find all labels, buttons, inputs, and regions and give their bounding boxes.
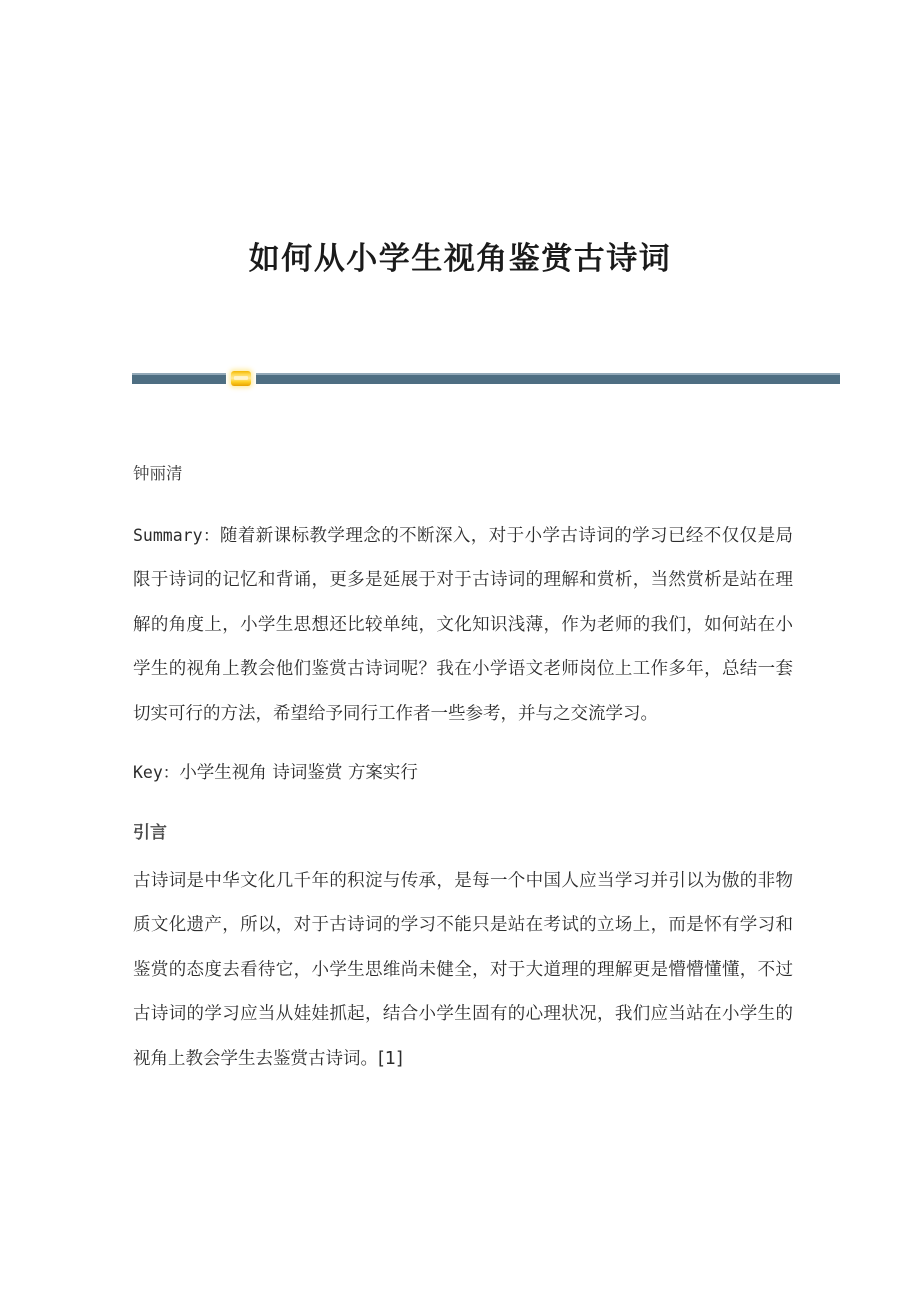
page-title: 如何从小学生视角鉴赏古诗词 — [248, 240, 672, 277]
decorative-divider — [132, 370, 840, 386]
section-body-introduction: 古诗词是中华文化几千年的积淀与传承，是每一个中国人应当学习并引以为傲的非物质文化遗产，所以，对于古诗词的学习不能只是站在考试的立场上，而是怀有学习和鉴赏的态度去看待它，小学生思维尚未健全，对于大道理的理解更是懵懵懂懂，不过古诗词的学习应当从娃娃抓起，结合小学生固有的心理状况，我们应当站在小学生的视角上教会学生去鉴赏古诗词。[1] — [133, 870, 793, 1070]
abstract-text: 随着新课标教学理念的不断深入，对于小学古诗词的学习已经不仅仅是局限于诗词的记忆和背诵，更多是延展于对于古诗词的理解和赏析，当然赏析是站在理解的角度上，小学生思想还比较单纯，文化知识浅薄，作为老师的我们，如何站在小学生的视角上教会他们鉴赏古诗词呢？我在小学语文老师岗位上工作多年，总结一套切实可行的方法，希望给予同行工作者一些参考，并与之交流学习。 — [133, 525, 793, 724]
section-heading-introduction: 引言 — [133, 823, 167, 844]
keywords-text: 小学生视角 诗词鉴赏 方案实行 — [179, 763, 418, 784]
document-body — [133, 466, 793, 1096]
author-name: 钟丽清 — [133, 464, 183, 483]
abstract-label: Summary： — [133, 525, 220, 545]
abstract-paragraph — [133, 514, 793, 737]
divider-ornament-icon — [231, 371, 251, 386]
keywords-paragraph — [133, 751, 793, 796]
keywords-label: Key： — [133, 763, 180, 783]
